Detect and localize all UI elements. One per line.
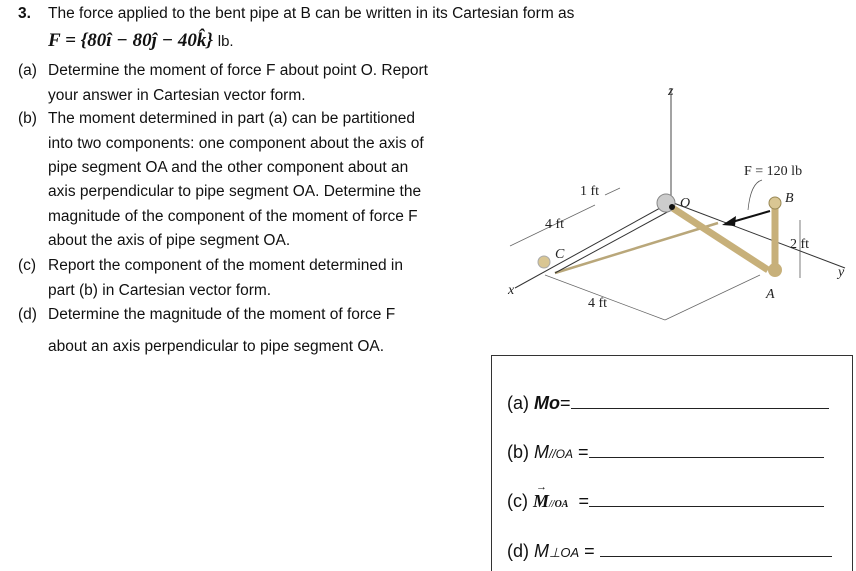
answer-b-blank[interactable] — [589, 441, 824, 458]
part-d-text: about an axis perpendicular to pipe segment OA. — [48, 338, 385, 355]
z-axis-label: z — [668, 84, 674, 99]
part-d-label: (d) — [18, 306, 37, 323]
part-b-text: magnitude of the component of the moment of force F — [48, 208, 418, 225]
answer-d-blank[interactable] — [600, 540, 832, 557]
part-b-label: (b) — [18, 110, 37, 127]
answer-d: (d) M⊥OA = — [507, 540, 832, 562]
force-label: F = 120 lb — [744, 164, 803, 179]
answer-a-blank[interactable] — [571, 392, 829, 409]
dim-1ft: 1 ft — [580, 184, 600, 199]
answer-c-blank[interactable] — [589, 490, 824, 507]
point-o-label: O — [680, 196, 691, 211]
dim-4ft: 4 ft — [545, 217, 565, 232]
problem-number: 3. — [18, 5, 31, 22]
part-a-label: (a) — [18, 62, 37, 79]
part-a-text: Determine the moment of force F about point O. Report — [48, 62, 428, 79]
dim-2ft: 2 ft — [790, 237, 810, 252]
part-b-text: about the axis of pipe segment OA. — [48, 232, 291, 249]
part-c-label: (c) — [18, 257, 37, 274]
part-b-text: axis perpendicular to pipe segment OA. Determine the — [48, 183, 422, 200]
part-c-text: Report the component of the moment determined in — [48, 257, 403, 274]
y-axis-label: y — [838, 265, 845, 280]
part-a-text: your answer in Cartesian vector form. — [48, 87, 306, 104]
part-d-text: Determine the magnitude of the moment of force F — [48, 306, 396, 323]
part-b-text: into two components: one component about the axis of — [48, 135, 424, 152]
part-c-text: part (b) in Cartesian vector form. — [48, 282, 272, 299]
point-a-label: A — [766, 287, 775, 302]
dim-4ft: 4 ft — [588, 296, 608, 311]
force-formula: F = {80î − 80ĵ − 40k̂} lb. — [48, 30, 234, 51]
answer-b: (b) M//OA = — [507, 441, 824, 463]
point-c-label: C — [555, 247, 565, 262]
point-b-label: B — [785, 191, 794, 206]
problem-intro: The force applied to the bent pipe at B can be written in its Cartesian form as — [48, 5, 575, 22]
x-axis-label: x — [508, 283, 515, 298]
answer-a: (a) Mo= — [507, 392, 829, 414]
part-b-text: The moment determined in part (a) can be partitioned — [48, 110, 416, 127]
part-b-text: pipe segment OA and the other component about an — [48, 159, 409, 176]
bent-pipe-figure — [500, 70, 856, 340]
answer-box — [491, 355, 853, 571]
answer-c: (c) M → //OA = — [507, 490, 824, 512]
